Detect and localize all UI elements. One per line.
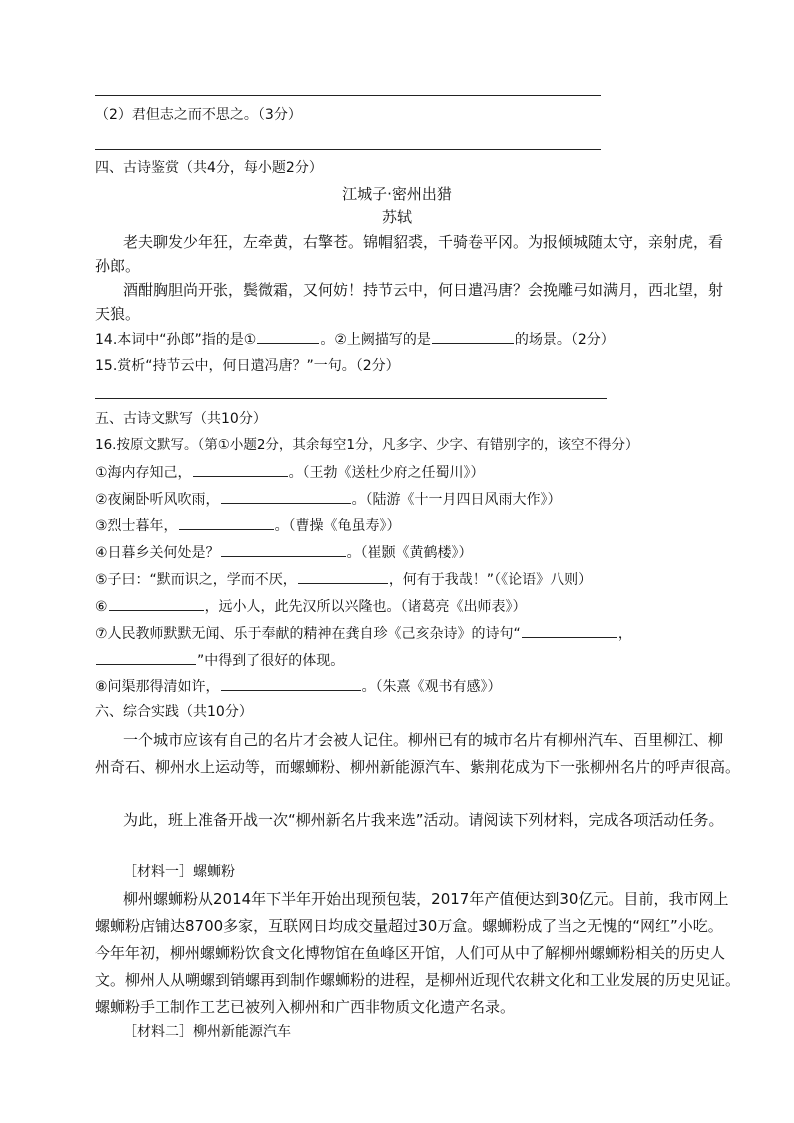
recitation-item-6: [95, 596, 527, 617]
recitation-item-5: [95, 569, 592, 590]
item-source: ，远小人，此先汉所以兴隆也。（诸葛亮《出师表》）: [204, 599, 527, 615]
intro-paragraph: 一个城市应该有自己的名片才会被人记住。柳州已有的城市名片有柳州汽车、百里柳江、柳: [123, 731, 724, 749]
recitation-item-1: [95, 462, 485, 483]
recitation-item-7-cont: [95, 650, 344, 671]
material-1-text-cont: 螺蛳粉店铺达8700多家，互联网日均成交量超过30万盒。螺蛳粉成了当之无愧的“网红”小吃。: [95, 917, 723, 935]
recitation-item-7: [95, 623, 632, 644]
question-14: [95, 329, 615, 350]
section-4-heading: 四、古诗鉴赏（共4分，每小题2分）: [95, 160, 323, 176]
material-1-title: ［材料一］螺蛳粉: [123, 864, 235, 880]
question-14-part-c: 的场景。（2分）: [514, 332, 615, 348]
fill-blank[interactable]: [109, 596, 204, 611]
poem-author: 苏轼: [381, 208, 412, 226]
question-14-part-a: 14.本词中“孙郎”指的是①: [95, 332, 257, 348]
item-text: ⑧问渠那得清如许，: [95, 679, 220, 695]
question-16: 16.按原文默写。（第①小题2分，其余每空1分，凡多字、少字、有错别字的，该空不得分）: [95, 437, 639, 453]
item-text: ②夜阑卧听风吹雨，: [95, 492, 220, 508]
item-source: 。（陆游《十一月四日风雨大作》）: [351, 492, 562, 508]
item-source: 。（朱熹《观书有感》）: [361, 679, 502, 695]
item-text: ①海内存知己，: [95, 465, 192, 481]
fill-blank[interactable]: [257, 329, 319, 344]
recitation-item-8: [95, 676, 502, 697]
fill-blank[interactable]: [221, 676, 361, 691]
question-15: 15.赏析“持节云中，何日遣冯唐？”一句。（2分）: [95, 358, 400, 374]
item-source: 。（曹操《龟虽寿》）: [274, 518, 401, 534]
answer-line: [95, 398, 607, 399]
item-text: ，: [617, 626, 632, 642]
fill-blank[interactable]: [193, 462, 288, 477]
material-1-text-cont: 今年年初，柳州螺蛳粉饮食文化博物馆在鱼峰区开馆，人们可从中了解柳州螺蛳粉相关的历史人: [95, 944, 726, 962]
section-5-heading: 五、古诗文默写（共10分）: [95, 411, 267, 427]
answer-line: [95, 149, 601, 150]
recitation-item-4: [95, 542, 473, 563]
poem-title: 江城子·密州出猎: [342, 185, 452, 203]
poem-stanza-1-cont: 孙郎。: [95, 257, 141, 275]
activity-paragraph: 为此，班上准备开战一次“柳州新名片我来选”活动。请阅读下列材料，完成各项活动任务。: [123, 811, 724, 829]
fill-blank[interactable]: [432, 329, 514, 344]
question-13-2: （2）君但志之而不思之。（3分）: [95, 107, 302, 123]
fill-blank[interactable]: [221, 489, 351, 504]
question-14-part-b: 。②上阙描写的是: [320, 332, 431, 348]
fill-blank[interactable]: [221, 542, 346, 557]
item-text: ④日暮乡关何处是？: [95, 545, 220, 561]
fill-blank[interactable]: [179, 515, 274, 530]
item-text: ③烈士暮年，: [95, 518, 178, 534]
fill-blank[interactable]: [298, 569, 388, 584]
item-text: ⑥: [95, 599, 108, 615]
material-2-title: ［材料二］柳州新能源汽车: [123, 1024, 291, 1040]
recitation-item-3: [95, 515, 401, 536]
item-text: ”中得到了很好的体现。: [197, 653, 345, 669]
item-source: 。（王勃《送杜少府之任蜀川》）: [288, 465, 485, 481]
intro-paragraph-cont: 州奇石、柳州水上运动等，而螺蛳粉、柳州新能源汽车、紫荆花成为下一张柳州名片的呼声很高。: [95, 758, 741, 776]
material-1-text-cont: 螺蛳粉手工制作工艺已被列入柳州和广西非物质文化遗产名录。: [95, 998, 516, 1016]
fill-blank[interactable]: [96, 650, 196, 665]
material-1-text-cont: 文。柳州人从嗍螺到销螺再到制作螺蛳粉的进程，是柳州近现代农耕文化和工业发展的历史见证。: [95, 971, 741, 989]
item-text: ⑦人民教师默默无闻、乐于奉献的精神在龚自珍《己亥杂诗》的诗句“: [95, 626, 521, 642]
poem-stanza-2-cont: 天狼。: [95, 305, 141, 323]
poem-stanza-2: 酒酣胸胆尚开张，鬓微霜，又何妨！持节云中，何日遣冯唐？会挽雕弓如满月，西北望，射: [123, 281, 724, 299]
material-1-text: 柳州螺蛳粉从2014年下半年开始出现预包装，2017年产值便达到30亿元。目前，我市网上: [123, 890, 729, 908]
fill-blank[interactable]: [522, 623, 617, 638]
item-source: ，何有于我哉！”（《论语》八则）: [388, 572, 593, 588]
poem-stanza-1: 老夫聊发少年狂，左牵黄，右擎苍。锦帽貂裘，千骑卷平冈。为报倾城随太守，亲射虎，看: [123, 233, 724, 251]
item-text: ⑤子曰：“默而识之，学而不厌，: [95, 572, 297, 588]
answer-line: [95, 95, 601, 96]
item-source: 。（崔颢《黄鹤楼》）: [346, 545, 473, 561]
section-6-heading: 六、综合实践（共10分）: [95, 704, 253, 720]
recitation-item-2: [95, 489, 562, 510]
